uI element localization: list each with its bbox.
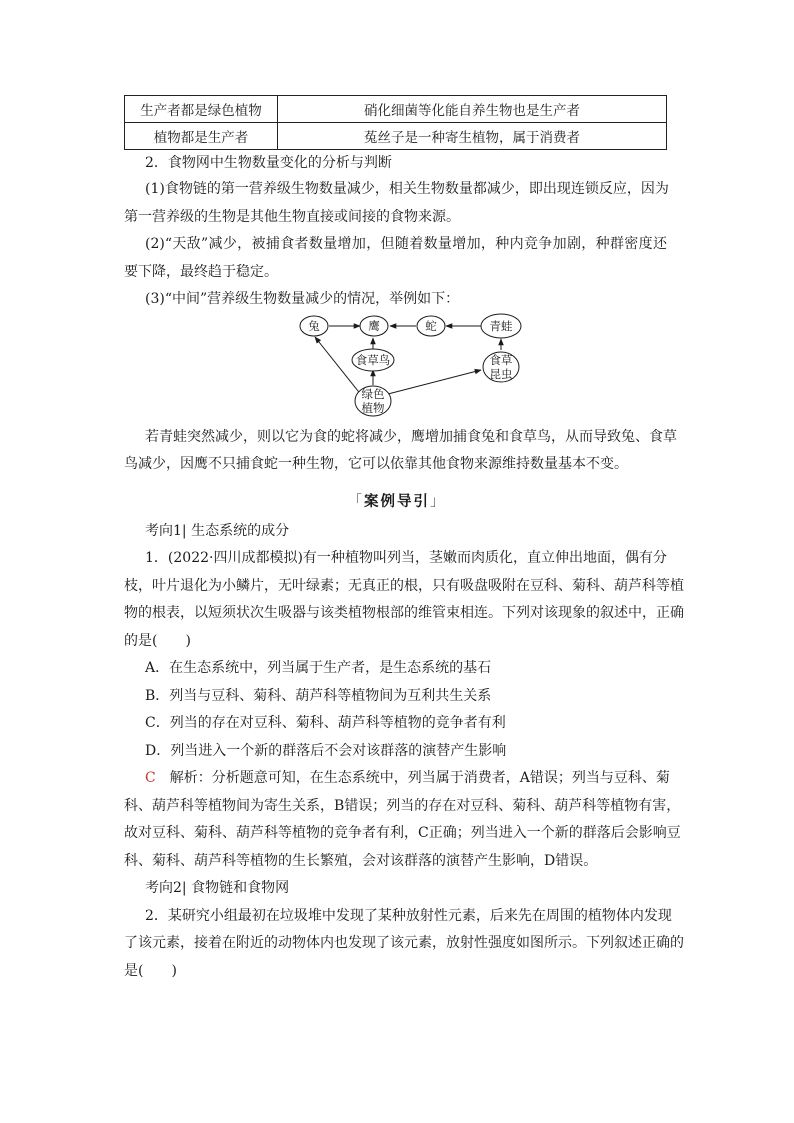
explanation-line: C 解析：分析题意可知，在生态系统中，列当属于消费者，A错误；列当与豆科、菊	[145, 770, 670, 786]
topic-label: 考向2| 食物链和食物网	[145, 880, 290, 896]
option-a: A．在生态系统中，列当属于生产者，是生态系统的基石	[145, 660, 492, 676]
table-row	[125, 96, 667, 123]
question-line: 物的根表，以短须状次生吸器与该类植物根部的维管束相连。下列对该现象的叙述中，正确	[124, 605, 684, 621]
explanation-line: 科、菊科、葫芦科等植物的生长繁殖，会对该群落的演替产生影响，D错误。	[124, 853, 598, 869]
table-cell: 生产者都是绿色植物	[125, 96, 278, 123]
node-label: 食草	[489, 353, 513, 367]
paragraph-line: (3)“中间”营养级生物数量减少的情况，举例如下：	[145, 291, 460, 307]
question-line: 枝，叶片退化为小鳞片，无叶绿素；无真正的根，只有吸盘吸附在豆科、菊科、葫芦科等植	[124, 578, 684, 594]
section-heading: 2．食物网中生物数量变化的分析与判断	[145, 155, 392, 171]
node-label: 植物	[361, 401, 385, 415]
node-label: 食草鸟	[355, 353, 391, 367]
table-row	[125, 123, 667, 150]
case-guide-title: 「案例导引」	[347, 493, 447, 510]
option-b: B．列当与豆科、菊科、葫芦科等植物间为互利共生关系	[145, 688, 492, 704]
question-line: 了该元素，接着在附近的动物体内也发现了该元素，放射性强度如图所示。下列叙述正确的	[124, 935, 684, 951]
answer-letter: C	[145, 770, 156, 786]
option-c: C．列当的存在对豆科、菊科、葫芦科等植物的竞争者有利	[145, 715, 506, 731]
paragraph-line: 鸟减少，因鹰不只捕食蛇一种生物，它可以依靠其他食物来源维持数量基本不变。	[124, 456, 628, 472]
explanation-line: 故对豆科、菊科、葫芦科等植物的竞争者有利，C正确；列当进入一个新的群落后会影响豆	[124, 825, 681, 841]
arrow-plant-insect	[388, 370, 481, 394]
node-label: 青蛙	[489, 319, 513, 333]
node-label: 兔	[308, 319, 320, 333]
paragraph-line: 第一营养级的生物是其他生物直接或间接的食物来源。	[124, 209, 460, 225]
paragraph-line: (2)“天敌”减少，被捕食者数量增加，但随着数量增加，种内竞争加剧，种群密度还	[145, 236, 667, 252]
node-label: 蛇	[425, 319, 437, 333]
paragraph-line: 要下降，最终趋于稳定。	[124, 264, 278, 280]
node-label: 鹰	[368, 319, 380, 333]
question-line: 是( )	[124, 963, 177, 979]
question-line: 1．(2022·四川成都模拟)有一种植物叫列当，茎嫩而肉质化，直立伸出地面，偶有分	[145, 550, 667, 566]
paragraph-line: 若青蛙突然减少，则以它为食的蛇将减少，鹰增加捕食兔和食草鸟，从而导致兔、食草	[145, 429, 677, 445]
paragraph-line: (1)食物链的第一营养级生物数量减少，相关生物数量都减少，即出现连锁反应，因为	[145, 181, 669, 197]
food-web-diagram	[296, 312, 536, 420]
node-label: 绿色	[361, 387, 385, 401]
topic-label: 考向1| 生态系统的成分	[145, 523, 290, 539]
comparison-table	[124, 95, 667, 150]
question-line: 2．某研究小组最初在垃圾堆中发现了某种放射性元素，后来先在周围的植物体内发现	[145, 908, 672, 924]
explanation-line: 科、葫芦科等植物间为寄生关系，B错误；列当的存在对豆科、菊科、葫芦科等植物有害，	[124, 798, 681, 814]
question-line: 的是( )	[124, 633, 191, 649]
node-label: 昆虫	[489, 367, 513, 381]
table-cell: 硝化细菌等化能自养生物也是生产者	[278, 96, 667, 123]
table-cell: 菟丝子是一种寄生植物，属于消费者	[278, 123, 667, 150]
table-cell: 植物都是生产者	[125, 123, 278, 150]
option-d: D．列当进入一个新的群落后不会对该群落的演替产生影响	[145, 743, 507, 759]
